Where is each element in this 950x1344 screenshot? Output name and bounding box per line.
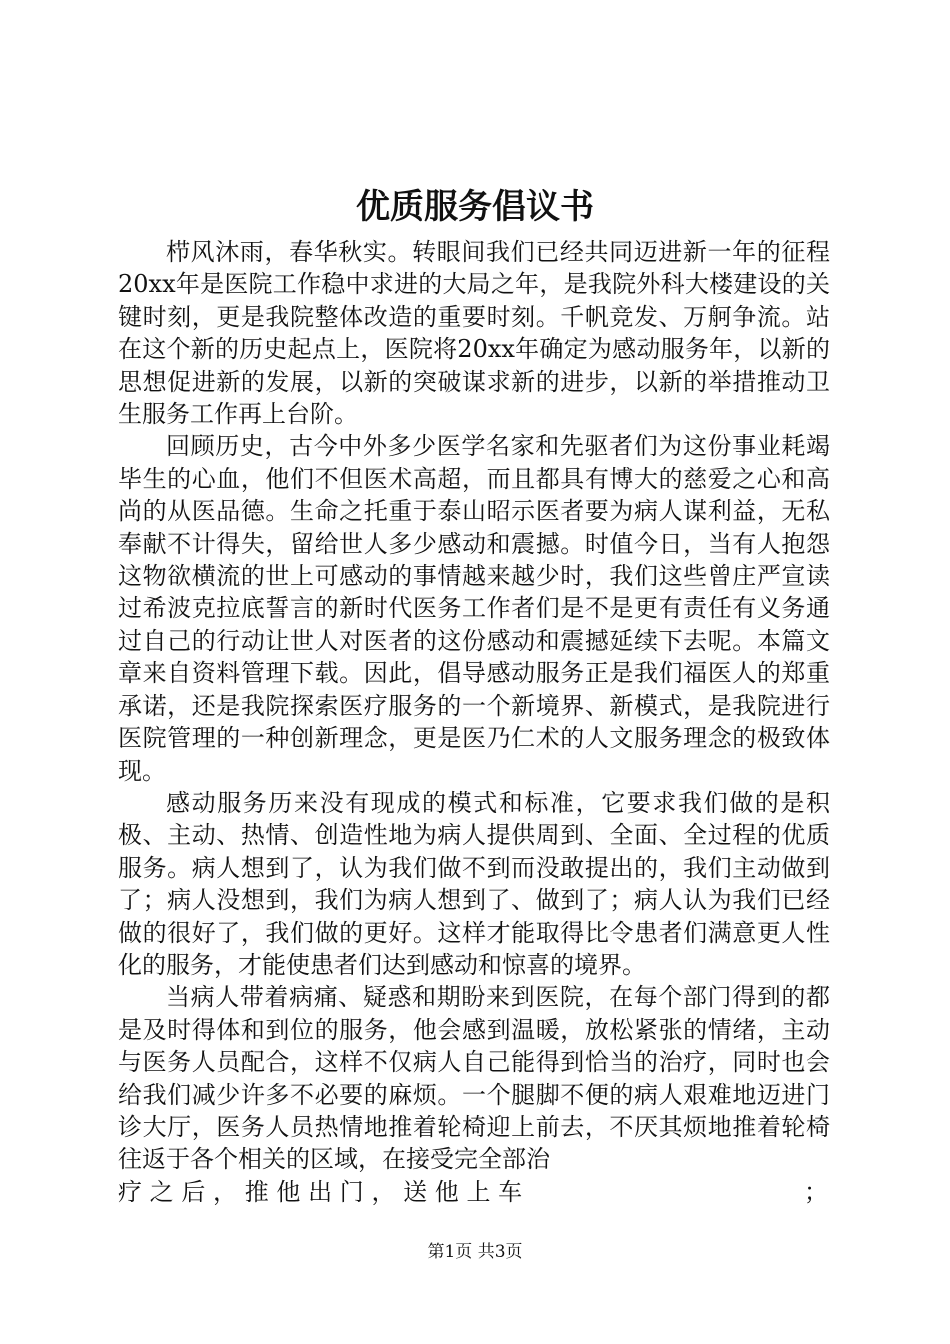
paragraph-3: 感动服务历来没有现成的模式和标准，它要求我们做的是积极、主动、热情、创造性地为病人提供周到、全面、全过程的优质服务。病人想到了，认为我们做不到而没敢提出的，我们主动做到了；病人没想到，我们为病人想到了、做到了；病人认为我们已经做的很好了，我们做的更好。这样才能取得比令患者们满意更人性化的服务，才能使患者们达到感动和惊喜的境界。 [118,788,830,979]
paragraph-2: 回顾历史，古今中外多少医学名家和先驱者们为这份事业耗竭毕生的心血，他们不但医术高超，而且都具有博大的慈爱之心和高尚的从医品德。生命之托重于泰山昭示医者要为病人谋利益，无私奉献不计得失，留给世人多少感动和震撼。时值今日，当有人抱怨这物欲横流的世上可感动的事情越来越少时，我们这些曾庄严宣读过希波克拉底誓言的新时代医务工作者们是不是更有责任有义务通过自己的行动让世人对医者的这份感动和震撼延续下去呢。本篇文章来自资料管理下载。因此，倡导感动服务正是我们福医人的郑重承诺，还是我院探索医疗服务的一个新境界、新模式，是我院进行医院管理的一种创新理念，更是医乃仁术的人文服务理念的极致体现。 [118,432,830,785]
paragraph-1: 栉风沐雨，春华秋实。转眼间我们已经共同迈进新一年的征程20xx年是医院工作稳中求进的大局之年，是我院外科大楼建设的关键时刻，更是我院整体改造的重要时刻。千帆竞发、万舸争流。站在这个新的历史起点上，医院将20xx年确定为感动服务年，以新的思想促进新的发展，以新的突破谋求新的进步，以新的举措推动卫生服务工作再上台阶。 [118,238,830,429]
page-number-footer: 第1页 共3页 [427,1242,523,1262]
paragraph-4: 当病人带着病痛、疑惑和期盼来到医院，在每个部门得到的都是及时得体和到位的服务，他会感到温暖，放松紧张的情绪，主动与医务人员配合，这样不仅病人自己能得到恰当的治疗，同时也会给我们减少许多不必要的麻烦。一个腿脚不便的病人艰难地迈进门诊大厅，医务人员热情地推着轮椅迎上前去，不厌其烦地推着轮椅往返于各个相关的区域，在接受完全部治 [118,983,830,1174]
document-body [118,236,830,1208]
document-title: 优质服务倡议书 [356,187,594,227]
paragraph-4-last-line [118,1176,830,1208]
last-line-end-punctuation: ； [804,1177,828,1206]
last-line-text: 疗之后，推他出门，送他上车 [118,1177,530,1206]
